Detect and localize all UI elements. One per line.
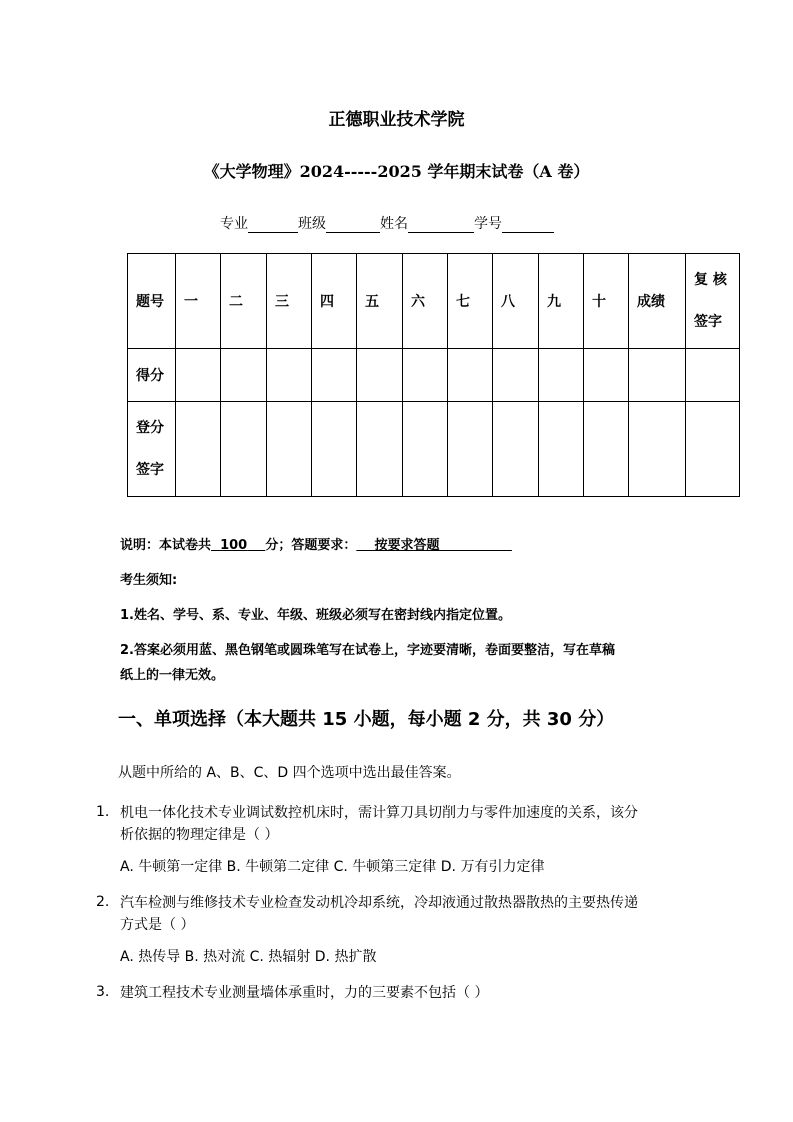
section-title: 一、单项选择（本大题共 15 小题，每小题 2 分，共 30 分） xyxy=(118,709,615,730)
review-line1: 复 核 xyxy=(694,272,727,288)
question-line: 方式是（ ） xyxy=(120,917,195,933)
score-cell[interactable] xyxy=(176,349,221,402)
score-cell[interactable] xyxy=(312,349,357,402)
total-score-text: 100 xyxy=(220,538,248,553)
review-sign-header xyxy=(686,254,740,349)
column-header: 五 xyxy=(357,254,403,349)
sign-cell[interactable] xyxy=(403,402,448,497)
score-header: 得分 xyxy=(128,349,176,402)
name-label: 姓名 xyxy=(380,216,408,232)
column-header: 二 xyxy=(221,254,267,349)
question-options: A. 热传导 B. 热对流 C. 热辐射 D. 热扩散 xyxy=(120,949,377,965)
question-text xyxy=(120,892,638,936)
column-header: 十 xyxy=(584,254,629,349)
score-cell[interactable] xyxy=(686,349,740,402)
question-number: 3. xyxy=(96,984,110,1000)
column-header: 七 xyxy=(448,254,493,349)
school-name: 正德职业技术学院 xyxy=(328,110,465,130)
sign-cell[interactable] xyxy=(584,402,629,497)
notice-heading: 考生须知: xyxy=(120,573,178,588)
question-number: 1. xyxy=(96,804,110,820)
sign-cell[interactable] xyxy=(539,402,584,497)
notice-rule-2-line-2: 纸上的一律无效。 xyxy=(120,668,225,683)
sign-cell[interactable] xyxy=(357,402,403,497)
score-cell[interactable] xyxy=(221,349,267,402)
name-blank[interactable] xyxy=(408,218,474,233)
score-cell[interactable] xyxy=(493,349,539,402)
section-instruction: 从题中所给的 A、B、C、D 四个选项中选出最佳答案。 xyxy=(118,765,461,781)
requirement-value xyxy=(356,538,512,553)
score-cell[interactable] xyxy=(584,349,629,402)
question-number-header: 题号 xyxy=(128,254,176,349)
score-table xyxy=(127,253,740,497)
recorder-sign-header xyxy=(128,402,176,497)
notice-rule-2-line-1: 2.答案必须用蓝、黑色钢笔或圆珠笔写在试卷上，字迹要清晰，卷面要整洁，写在草稿 xyxy=(120,643,615,658)
score-cell[interactable] xyxy=(448,349,493,402)
score-cell[interactable] xyxy=(267,349,312,402)
sign-cell[interactable] xyxy=(312,402,357,497)
question-line: 建筑工程技术专业测量墙体承重时，力的三要素不包括（ ） xyxy=(120,985,489,1001)
sign-cell[interactable] xyxy=(267,402,312,497)
description-prefix: 说明：本试卷共 xyxy=(120,538,212,553)
recorder-sign-row xyxy=(128,402,740,497)
score-cell[interactable] xyxy=(357,349,403,402)
class-blank[interactable] xyxy=(326,218,380,233)
score-row xyxy=(128,349,740,402)
recorder-line2: 签字 xyxy=(136,462,164,478)
sign-cell[interactable] xyxy=(686,402,740,497)
sign-cell[interactable] xyxy=(176,402,221,497)
question-line: 汽车检测与维修技术专业检查发动机冷却系统，冷却液通过散热器散热的主要热传递 xyxy=(120,895,638,911)
exam-description xyxy=(120,534,512,553)
student-info-line xyxy=(220,213,554,233)
notice-rule-1: 1.姓名、学号、系、专业、年级、班级必须写在密封线内指定位置。 xyxy=(120,608,511,623)
class-label: 班级 xyxy=(298,216,326,232)
major-label: 专业 xyxy=(220,216,248,232)
question-line: 机电一体化技术专业调试数控机床时，需计算刀具切削力与零件加速度的关系，该分 xyxy=(120,805,638,821)
total-score-value xyxy=(211,538,265,553)
score-cell[interactable] xyxy=(539,349,584,402)
question-text xyxy=(120,802,638,846)
column-header: 三 xyxy=(267,254,312,349)
question-number-row xyxy=(128,254,740,349)
recorder-line1: 登分 xyxy=(136,420,164,436)
column-header: 一 xyxy=(176,254,221,349)
exam-title: 《大学物理》2024-----2025 学年期末试卷（A 卷） xyxy=(203,162,590,181)
question-text xyxy=(120,982,488,1004)
sign-cell[interactable] xyxy=(221,402,267,497)
student-id-blank[interactable] xyxy=(502,218,554,233)
review-line2: 签字 xyxy=(694,314,722,330)
column-header: 四 xyxy=(312,254,357,349)
total-header: 成绩 xyxy=(629,254,686,349)
sign-cell[interactable] xyxy=(448,402,493,497)
sign-cell[interactable] xyxy=(493,402,539,497)
major-blank[interactable] xyxy=(248,218,298,233)
score-cell[interactable] xyxy=(403,349,448,402)
column-header: 九 xyxy=(539,254,584,349)
sign-cell[interactable] xyxy=(629,402,686,497)
score-cell[interactable] xyxy=(629,349,686,402)
description-middle: 分；答题要求： xyxy=(265,538,357,553)
question-line: 析依据的物理定律是（ ） xyxy=(120,827,279,843)
column-header: 六 xyxy=(403,254,448,349)
student-id-label: 学号 xyxy=(474,216,502,232)
column-header: 八 xyxy=(493,254,539,349)
question-options: A. 牛顿第一定律 B. 牛顿第二定律 C. 牛顿第三定律 D. 万有引力定律 xyxy=(120,859,545,875)
requirement-text: 按要求答题 xyxy=(374,538,440,553)
question-number: 2. xyxy=(96,894,110,910)
